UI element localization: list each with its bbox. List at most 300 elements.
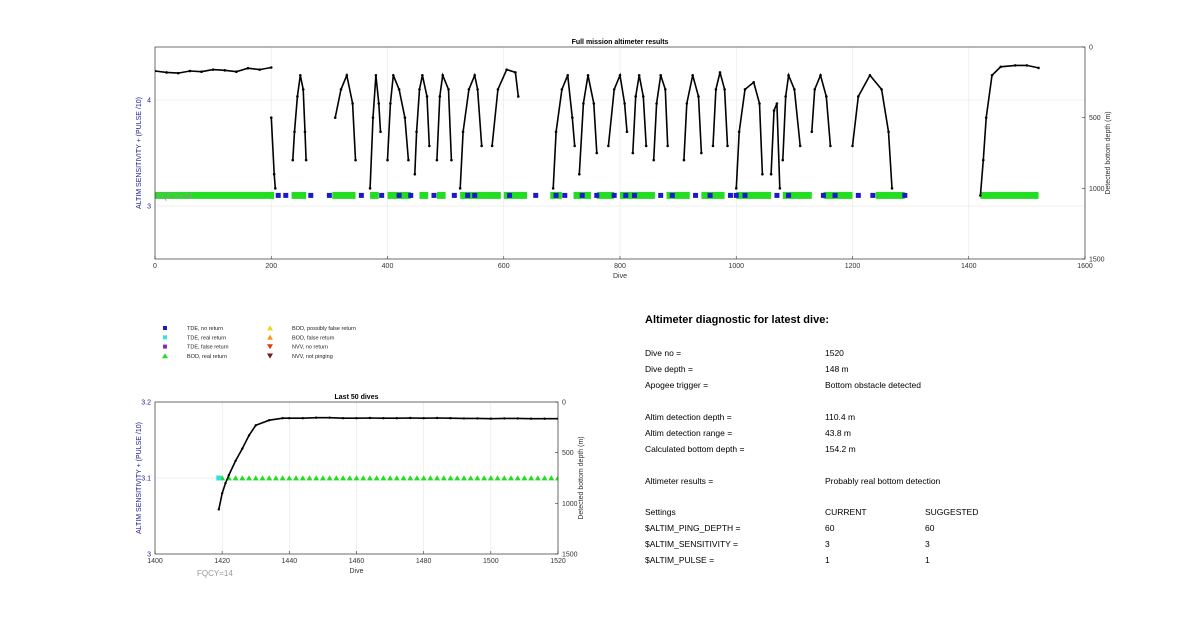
depth-point: [491, 145, 494, 148]
depth-point: [829, 145, 832, 148]
depth-point: [752, 81, 755, 84]
depth-point: [247, 67, 250, 70]
depth-point: [645, 145, 648, 148]
y-right-tick-label: 1500: [562, 551, 578, 559]
diagnostic-row: [645, 380, 1065, 392]
legend-marker: [267, 335, 273, 340]
depth-point: [270, 116, 273, 119]
diagnostic-row: [645, 412, 1065, 424]
depth-point: [758, 102, 761, 105]
depth-point: [726, 145, 729, 148]
depth-point: [281, 417, 283, 419]
tde-marker: [359, 193, 364, 198]
diagnostic-label: Settings: [645, 507, 676, 517]
depth-point: [473, 74, 476, 77]
x-tick-label: 1400: [147, 558, 163, 565]
depth-point: [631, 152, 634, 155]
chart-title: Last 50 dives: [334, 394, 379, 401]
depth-point: [436, 417, 438, 419]
bod-real-return-markers: [419, 192, 428, 199]
depth-point: [248, 434, 250, 436]
depth-point: [613, 88, 616, 91]
tde-marker: [774, 193, 779, 198]
depth-point: [587, 74, 590, 77]
legend-label: BOD, possibly false return: [292, 326, 356, 332]
tde-marker: [533, 193, 538, 198]
depth-point: [302, 88, 305, 91]
bod-real-return-markers: [736, 192, 771, 199]
legend-marker: [267, 354, 273, 359]
depth-point: [305, 159, 308, 162]
depth-point: [607, 145, 610, 148]
depth-point: [761, 173, 764, 176]
tde-marker: [594, 193, 599, 198]
depth-point: [503, 417, 505, 419]
diagnostic-value: Bottom obstacle detected: [825, 380, 921, 390]
y-right-tick-label: 0: [1089, 44, 1093, 52]
depth-point: [404, 116, 407, 119]
depth-point: [891, 187, 894, 190]
y-right-tick-label: 1500: [1089, 256, 1105, 264]
depth-point: [414, 173, 417, 176]
tde-marker: [870, 193, 875, 198]
depth-point: [241, 447, 243, 449]
depth-point: [369, 417, 371, 419]
depth-point: [165, 71, 168, 74]
depth-point: [463, 417, 465, 419]
depth-point: [880, 88, 883, 91]
tde-marker: [708, 193, 713, 198]
depth-point: [258, 68, 261, 71]
depth-point: [274, 187, 277, 190]
depth-point: [638, 74, 641, 77]
depth-point: [700, 152, 703, 155]
depth-point: [979, 194, 982, 197]
legend-label: BOD, false return: [292, 335, 335, 342]
tde-marker: [821, 193, 826, 198]
depth-point: [982, 159, 985, 162]
depth-point: [268, 419, 270, 421]
depth-point: [293, 131, 296, 134]
depth-point: [571, 116, 574, 119]
bod-real-return-markers: [823, 192, 852, 199]
depth-point: [595, 152, 598, 155]
depth-point: [985, 116, 988, 119]
depth-point: [517, 95, 520, 98]
tde-marker: [327, 193, 332, 198]
depth-point: [426, 95, 429, 98]
tde-marker: [902, 193, 907, 198]
depth-point: [379, 131, 382, 134]
depth-point: [288, 417, 290, 419]
x-tick-label: 1480: [415, 558, 432, 565]
depth-point: [447, 88, 450, 91]
legend-label: TDE, real return: [187, 335, 227, 342]
tde-marker: [742, 193, 747, 198]
depth-point: [887, 131, 890, 134]
depth-point: [340, 88, 343, 91]
depth-point: [642, 95, 645, 98]
tde-marker: [632, 193, 637, 198]
depth-point: [372, 116, 375, 119]
depth-point: [398, 88, 401, 91]
x-tick-label: 1400: [960, 263, 977, 270]
depth-point: [218, 508, 220, 510]
tde-marker: [432, 193, 437, 198]
legend-label: TDE, false return: [187, 344, 229, 351]
y-left-tick-label: 3.2: [141, 399, 151, 407]
diagnostic-label: Apogee trigger =: [645, 380, 709, 390]
x-tick-label: 600: [497, 263, 510, 270]
depth-point: [221, 492, 223, 494]
y-left-axis-label: ALTIM SENSITIVITY + (PULSE /10): [136, 422, 143, 534]
diagnostic-label: Dive depth =: [645, 364, 693, 374]
x-axis-label: Dive: [612, 273, 628, 280]
diagnostic-label: $ALTIM_SENSITIVITY =: [645, 539, 738, 549]
bottom-chart: [136, 394, 585, 578]
x-tick-label: 400: [381, 263, 394, 270]
legend-label: NVV, not pinging: [292, 353, 333, 360]
depth-point: [517, 417, 519, 419]
depth-point: [302, 417, 304, 419]
tde-marker: [562, 193, 567, 198]
diagnostic-suggested: 1: [925, 555, 930, 565]
bod-real-return-markers: [292, 192, 307, 199]
depth-point: [382, 417, 384, 419]
tde-marker: [612, 193, 617, 198]
y-right-tick-label: 1000: [562, 500, 578, 508]
depth-point: [315, 417, 317, 419]
depth-point: [228, 474, 230, 476]
depth-point: [212, 68, 215, 71]
depth-point: [223, 69, 226, 72]
depth-point: [415, 131, 418, 134]
depth-point: [355, 417, 357, 419]
depth-point: [351, 102, 354, 105]
depth-point: [787, 74, 790, 77]
depth-point: [991, 74, 994, 77]
depth-point: [328, 417, 330, 419]
depth-point: [514, 71, 517, 74]
diagnostic-row: [645, 348, 1065, 360]
diagnostic-value: Probably real bottom detection: [825, 476, 941, 486]
tde-marker: [670, 193, 675, 198]
depth-point: [666, 145, 669, 148]
fqcy-label: FQCY=14: [157, 192, 193, 201]
depth-point: [255, 424, 257, 426]
depth-point: [304, 131, 307, 134]
depth-point: [712, 145, 715, 148]
x-tick-label: 0: [153, 263, 157, 270]
legend-label: NVV, no return: [292, 344, 328, 351]
depth-point: [776, 102, 779, 105]
depth-point: [377, 102, 380, 105]
x-tick-label: 1440: [281, 558, 298, 565]
diagnostic-suggested: 3: [925, 539, 930, 549]
depth-point: [392, 74, 395, 77]
bod-real-return-markers: [876, 192, 905, 199]
diagnostic-label: $ALTIM_PULSE =: [645, 555, 715, 565]
depth-point: [354, 159, 357, 162]
tde-marker: [379, 193, 384, 198]
depth-point: [224, 482, 226, 484]
depth-point: [409, 417, 411, 419]
diagnostic-label: Altim detection depth =: [645, 412, 732, 422]
tde-marker: [452, 193, 457, 198]
depth-point: [683, 159, 686, 162]
diagnostic-title: Altimeter diagnostic for latest dive:: [645, 314, 829, 326]
bod-real-return-markers: [701, 192, 724, 199]
diagnostic-row: [645, 428, 1065, 440]
depth-point: [235, 70, 238, 73]
diagnostic-row: [645, 555, 1065, 567]
diagnostic-label: Dive no =: [645, 348, 682, 358]
legend-marker: [163, 345, 167, 349]
depth-point: [582, 102, 585, 105]
x-tick-label: 1600: [1077, 263, 1093, 270]
y-left-axis-label: ALTIM SENSITIVITY + (PULSE /10): [136, 97, 143, 209]
diagnostic-value: CURRENT: [825, 507, 867, 517]
diagnostic-row: [645, 523, 1065, 535]
tde-marker: [472, 193, 477, 198]
diagnostic-row: [645, 539, 1065, 551]
depth-point: [189, 70, 192, 73]
x-tick-label: 1000: [728, 263, 745, 270]
depth-point: [552, 187, 555, 190]
depth-point: [273, 173, 276, 176]
tde-marker: [856, 193, 861, 198]
depth-point: [375, 74, 378, 77]
fqcy-label: FQCY=14: [197, 569, 233, 578]
diagnostic-label: $ALTIM_PING_DEPTH =: [645, 523, 741, 533]
tde-marker: [465, 193, 470, 198]
depth-point: [462, 131, 465, 134]
depth-point: [1014, 64, 1017, 67]
depth-point: [619, 74, 622, 77]
x-axis-label: Dive: [349, 568, 364, 575]
legend-marker: [163, 326, 167, 330]
depth-point: [428, 145, 431, 148]
depth-point: [476, 417, 478, 419]
tde-marker: [408, 193, 413, 198]
tde-marker: [276, 193, 281, 198]
depth-point: [652, 159, 655, 162]
y-left-tick-label: 3: [147, 551, 151, 559]
y-right-axis-label: Detected bottom depth (m): [1105, 111, 1112, 195]
y-right-tick-label: 500: [562, 450, 574, 458]
y-right-axis-label: Detected bottom depth (m): [578, 436, 585, 520]
bod-real-return-markers: [597, 192, 614, 199]
tde-marker: [397, 193, 402, 198]
tde-marker: [507, 193, 512, 198]
depth-point: [291, 159, 294, 162]
tde-marker: [734, 193, 739, 198]
top-chart: [136, 39, 1112, 280]
depth-point: [270, 66, 273, 69]
diagnostic-value: 154.2 m: [825, 444, 856, 454]
bod-real-return-markers: [332, 192, 355, 199]
depth-point: [719, 71, 722, 74]
diagnostic-value: 110.4 m: [825, 412, 856, 422]
diagnostic-row: [645, 444, 1065, 456]
diagnostic-label: Calculated bottom depth =: [645, 444, 745, 454]
depth-point: [659, 74, 662, 77]
tde-marker: [728, 193, 733, 198]
depth-point: [468, 88, 471, 91]
legend-marker: [267, 325, 273, 330]
depth-point: [1037, 67, 1040, 70]
diagnostic-value: 60: [825, 523, 835, 533]
depth-point: [819, 74, 822, 77]
depth-point: [422, 417, 424, 419]
legend-marker: [267, 344, 273, 349]
depth-point: [436, 159, 439, 162]
depth-point: [369, 187, 372, 190]
depth-point: [573, 145, 576, 148]
y-right-tick-label: 0: [562, 399, 566, 407]
depth-point: [999, 65, 1002, 68]
tde-marker: [216, 476, 221, 481]
diagnostic-value: 3: [825, 539, 830, 549]
legend-marker: [162, 353, 168, 358]
depth-point: [476, 88, 479, 91]
depth-point: [441, 74, 444, 77]
depth-point: [439, 95, 442, 98]
depth-point: [715, 88, 718, 91]
depth-point: [480, 145, 483, 148]
legend-label: TDE, no return: [187, 326, 224, 332]
diagnostic-row: [645, 364, 1065, 376]
tde-marker: [786, 193, 791, 198]
legend-marker: [163, 335, 167, 339]
depth-point: [799, 145, 802, 148]
depth-point: [555, 131, 558, 134]
tde-marker: [693, 193, 698, 198]
bod-real-return-markers: [437, 192, 446, 199]
depth-point: [869, 74, 872, 77]
depth-point: [781, 159, 784, 162]
chart-title: Full mission altimeter results: [571, 39, 669, 46]
depth-point: [851, 145, 854, 148]
diagnostic-row: [645, 476, 1065, 488]
depth-point: [497, 88, 500, 91]
depth-point: [793, 88, 796, 91]
tde-marker: [554, 193, 559, 198]
depth-point: [407, 159, 410, 162]
depth-point: [421, 74, 424, 77]
depth-point: [686, 102, 689, 105]
depth-point: [543, 418, 545, 420]
y-right-tick-label: 500: [1089, 115, 1101, 123]
bod-real-return-markers: [370, 192, 379, 199]
depth-point: [626, 131, 629, 134]
depth-point: [697, 95, 700, 98]
depth-point: [593, 102, 596, 105]
depth-point: [825, 95, 828, 98]
depth-point: [389, 102, 392, 105]
tde-marker: [623, 193, 628, 198]
y-left-tick-label: 3: [147, 203, 151, 211]
depth-point: [234, 460, 236, 462]
depth-point: [655, 102, 658, 105]
tde-marker: [833, 193, 838, 198]
depth-point: [530, 418, 532, 420]
legend: [162, 325, 356, 360]
depth-point: [418, 88, 421, 91]
depth-point: [1026, 64, 1029, 67]
depth-point: [396, 417, 398, 419]
x-tick-label: 1420: [214, 558, 230, 565]
depth-point: [578, 173, 581, 176]
depth-point: [811, 131, 814, 134]
depth-point: [346, 74, 349, 77]
depth-point: [735, 187, 738, 190]
depth-point: [773, 109, 776, 112]
depth-point: [200, 70, 203, 73]
diagnostic-label: Altimeter results =: [645, 476, 714, 486]
bod-real-return-markers: [980, 192, 1038, 199]
depth-point: [342, 417, 344, 419]
depth-point: [723, 88, 726, 91]
diagnostic-suggested: SUGGESTED: [925, 507, 979, 517]
depth-point: [561, 88, 564, 91]
y-left-tick-label: 4: [147, 97, 151, 105]
x-tick-label: 1460: [348, 558, 365, 565]
depth-point: [623, 102, 626, 105]
depth-point: [450, 159, 453, 162]
depth-point: [449, 417, 451, 419]
depth-point: [779, 187, 782, 190]
depth-point: [664, 88, 667, 91]
depth-point: [744, 88, 747, 91]
diagnostic-label: Altim detection range =: [645, 428, 733, 438]
tde-marker: [308, 193, 313, 198]
depth-point: [691, 74, 694, 77]
legend-label: BOD, real return: [187, 353, 228, 360]
diagnostic-value: 148 m: [825, 364, 849, 374]
tde-marker: [580, 193, 585, 198]
tde-marker: [283, 193, 288, 198]
depth-point: [334, 116, 337, 119]
depth-point: [296, 95, 299, 98]
x-tick-label: 200: [265, 263, 278, 270]
y-left-tick-label: 3.1: [141, 475, 151, 483]
depth-point: [770, 173, 773, 176]
depth-point: [566, 74, 569, 77]
diagnostic-value: 43.8 m: [825, 428, 851, 438]
depth-point: [738, 131, 741, 134]
x-tick-label: 1200: [844, 263, 861, 270]
x-tick-label: 800: [614, 263, 626, 270]
diagnostic-row: [645, 507, 1065, 519]
tde-marker: [658, 193, 663, 198]
depth-point: [459, 187, 462, 190]
depth-point: [490, 418, 492, 420]
depth-point: [299, 74, 302, 77]
diagnostic-value: 1: [825, 555, 830, 565]
depth-point: [505, 68, 508, 71]
depth-point: [386, 159, 389, 162]
diagnostic-suggested: 60: [925, 523, 935, 533]
depth-point: [857, 95, 860, 98]
x-tick-label: 1500: [483, 558, 499, 565]
diagnostic-value: 1520: [825, 348, 844, 358]
depth-point: [634, 95, 637, 98]
depth-point: [177, 72, 180, 75]
depth-point: [784, 95, 787, 98]
x-tick-label: 1520: [550, 558, 566, 565]
y-right-tick-label: 1000: [1089, 185, 1105, 193]
